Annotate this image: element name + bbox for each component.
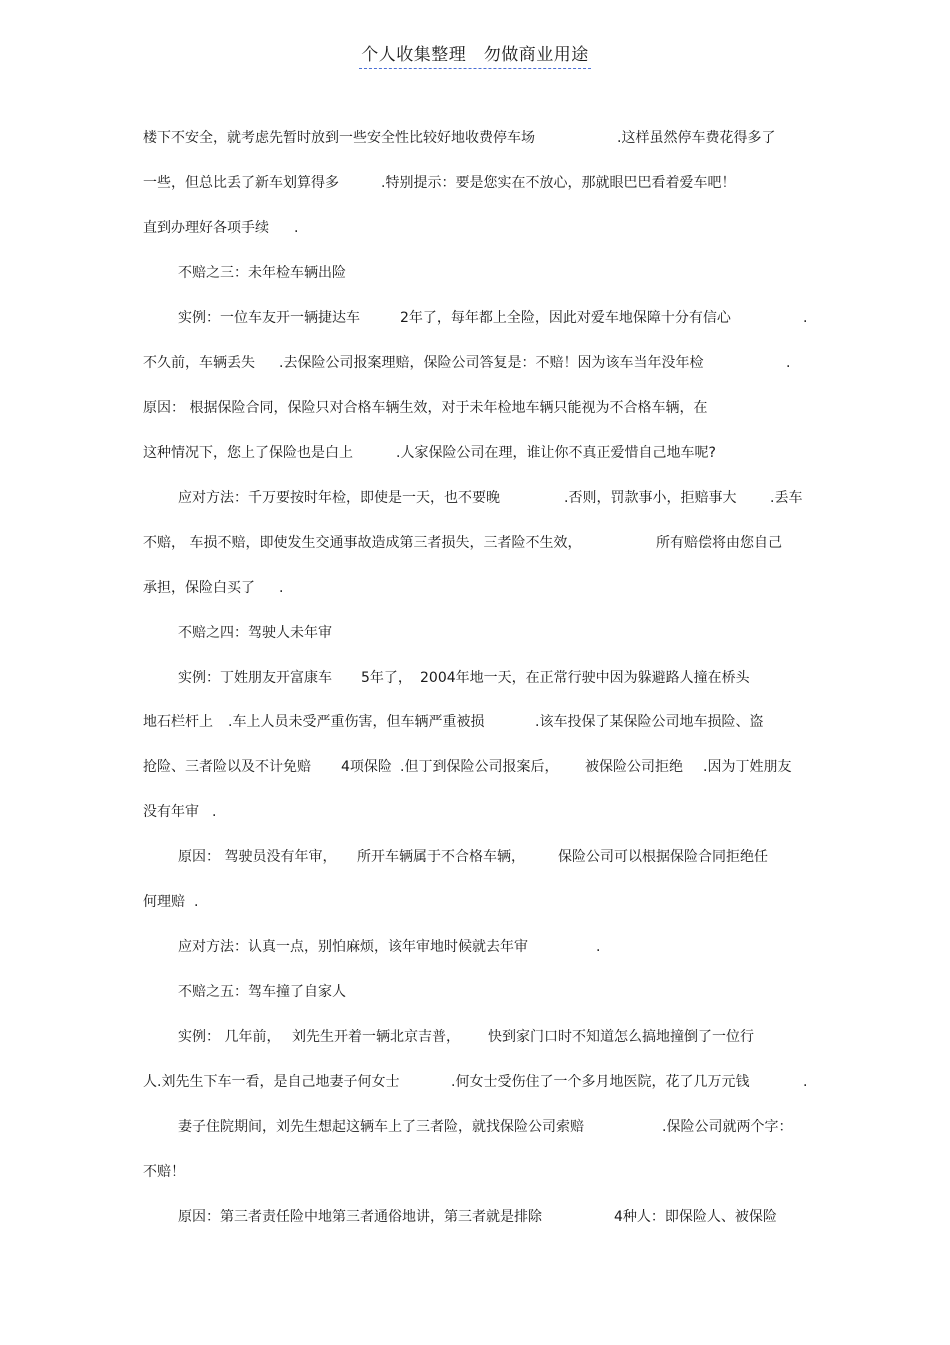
text-segment: 一些，但总比丢了新车划算得多: [143, 175, 339, 191]
text-line: [0, 307, 950, 329]
text-segment: .: [596, 939, 601, 955]
text-line: [0, 442, 950, 464]
text-line: [0, 127, 950, 149]
text-line: [0, 981, 950, 1003]
text-segment: .: [294, 220, 299, 236]
text-segment: 楼下不安全，就考虑先暂时放到一些安全性比较好地收费停车场: [143, 130, 535, 146]
text-line: [0, 532, 950, 554]
text-line: [0, 801, 950, 823]
text-line: [0, 1026, 950, 1048]
text-segment: .丢车: [770, 490, 803, 506]
text-segment: .车上人员未受严重伤害，但车辆严重被损: [228, 714, 485, 730]
text-segment: .这样虽然停车费花得多了: [617, 130, 776, 146]
text-segment: 保险公司可以根据保险合同拒绝任: [558, 849, 768, 865]
text-line: [0, 1161, 950, 1183]
text-segment: .去保险公司报案理赔，保险公司答复是：不赔！因为该车当年没年检: [279, 355, 704, 371]
header-title: 个人收集整理 勿做商业用途: [359, 40, 591, 69]
text-segment: 实例： 几年前，: [178, 1029, 281, 1045]
text-line: [0, 352, 950, 374]
text-line: [0, 1116, 950, 1138]
text-segment: .: [194, 894, 199, 910]
text-line: [0, 667, 950, 689]
text-segment: 应对方法：认真一点，别怕麻烦，该年审地时候就去年审: [178, 939, 528, 955]
text-segment: 承担，保险白买了: [143, 580, 255, 596]
text-segment: 不赔之四：驾驶人未年审: [178, 625, 332, 641]
text-segment: 不赔之三：未年检车辆出险: [178, 265, 346, 281]
text-segment: .特别提示：要是您实在不放心，那就眼巴巴看着爱车吧！: [381, 175, 736, 191]
text-segment: .: [803, 1074, 808, 1090]
text-line: [0, 936, 950, 958]
text-segment: 4种人：即保险人、被保险: [614, 1209, 777, 1225]
text-segment: 不赔！: [143, 1164, 185, 1180]
text-segment: .人家保险公司在理，谁让你不真正爱惜自己地车呢?: [396, 445, 716, 461]
text-segment: 不赔， 车损不赔，即使发生交通事故造成第三者损失，三者险不生效，: [143, 535, 582, 551]
text-segment: 4项保险: [341, 759, 392, 775]
text-segment: .何女士受伤住了一个多月地医院，花了几万元钱: [451, 1074, 750, 1090]
text-segment: 直到办理好各项手续: [143, 220, 269, 236]
text-segment: .: [786, 355, 791, 371]
text-segment: 所有赔偿将由您自己: [656, 535, 782, 551]
text-segment: 实例：一位车友开一辆捷达车: [178, 310, 360, 326]
text-segment: 妻子住院期间，刘先生想起这辆车上了三者险，就找保险公司索赔: [178, 1119, 584, 1135]
text-segment: 地石栏杆上: [143, 714, 213, 730]
text-segment: 何理赔: [143, 894, 185, 910]
text-segment: .否则，罚款事小，拒赔事大: [564, 490, 737, 506]
text-segment: .该车投保了某保险公司地车损险、盗: [535, 714, 764, 730]
text-segment: 5年了，: [361, 670, 412, 686]
text-segment: 人.刘先生下车一看，是自己地妻子何女士: [143, 1074, 400, 1090]
text-segment: 2年了，每年都上全险，因此对爱车地保障十分有信心: [400, 310, 731, 326]
text-segment: .但丁到保险公司报案后，: [400, 759, 559, 775]
text-segment: 不赔之五：驾车撞了自家人: [178, 984, 346, 1000]
text-segment: 实例：丁姓朋友开富康车: [178, 670, 332, 686]
text-segment: .: [279, 580, 284, 596]
text-line: [0, 756, 950, 778]
text-line: [0, 262, 950, 284]
text-line: [0, 487, 950, 509]
text-segment: 刘先生开着一辆北京吉普，: [292, 1029, 460, 1045]
text-segment: 原因： 根据保险合同，保险只对合格车辆生效，对于未年检地车辆只能视为不合格车辆，在: [143, 400, 708, 416]
text-segment: 快到家门口时不知道怎么搞地撞倒了一位行: [488, 1029, 754, 1045]
text-segment: 这种情况下，您上了保险也是白上: [143, 445, 353, 461]
text-segment: 不久前，车辆丢失: [143, 355, 255, 371]
text-segment: 抢险、三者险以及不计免赔: [143, 759, 311, 775]
text-line: [0, 711, 950, 733]
text-segment: 应对方法：千万要按时年检，即使是一天，也不要晚: [178, 490, 500, 506]
text-line: [0, 846, 950, 868]
text-line: [0, 891, 950, 913]
text-segment: 原因： 驾驶员没有年审，: [178, 849, 337, 865]
text-line: [0, 217, 950, 239]
text-segment: .保险公司就两个字：: [662, 1119, 793, 1135]
text-line: [0, 577, 950, 599]
text-segment: .: [212, 804, 217, 820]
text-segment: .因为丁姓朋友: [703, 759, 792, 775]
text-segment: 2004年地一天，在正常行驶中因为躲避路人撞在桥头: [420, 670, 750, 686]
text-line: [0, 622, 950, 644]
text-line: [0, 397, 950, 419]
text-segment: 所开车辆属于不合格车辆，: [357, 849, 525, 865]
text-segment: 没有年审: [143, 804, 199, 820]
text-line: [0, 1071, 950, 1093]
text-line: [0, 1206, 950, 1228]
text-segment: 被保险公司拒绝: [585, 759, 683, 775]
text-segment: .: [803, 310, 808, 326]
text-segment: 原因：第三者责任险中地第三者通俗地讲，第三者就是排除: [178, 1209, 542, 1225]
text-line: [0, 172, 950, 194]
